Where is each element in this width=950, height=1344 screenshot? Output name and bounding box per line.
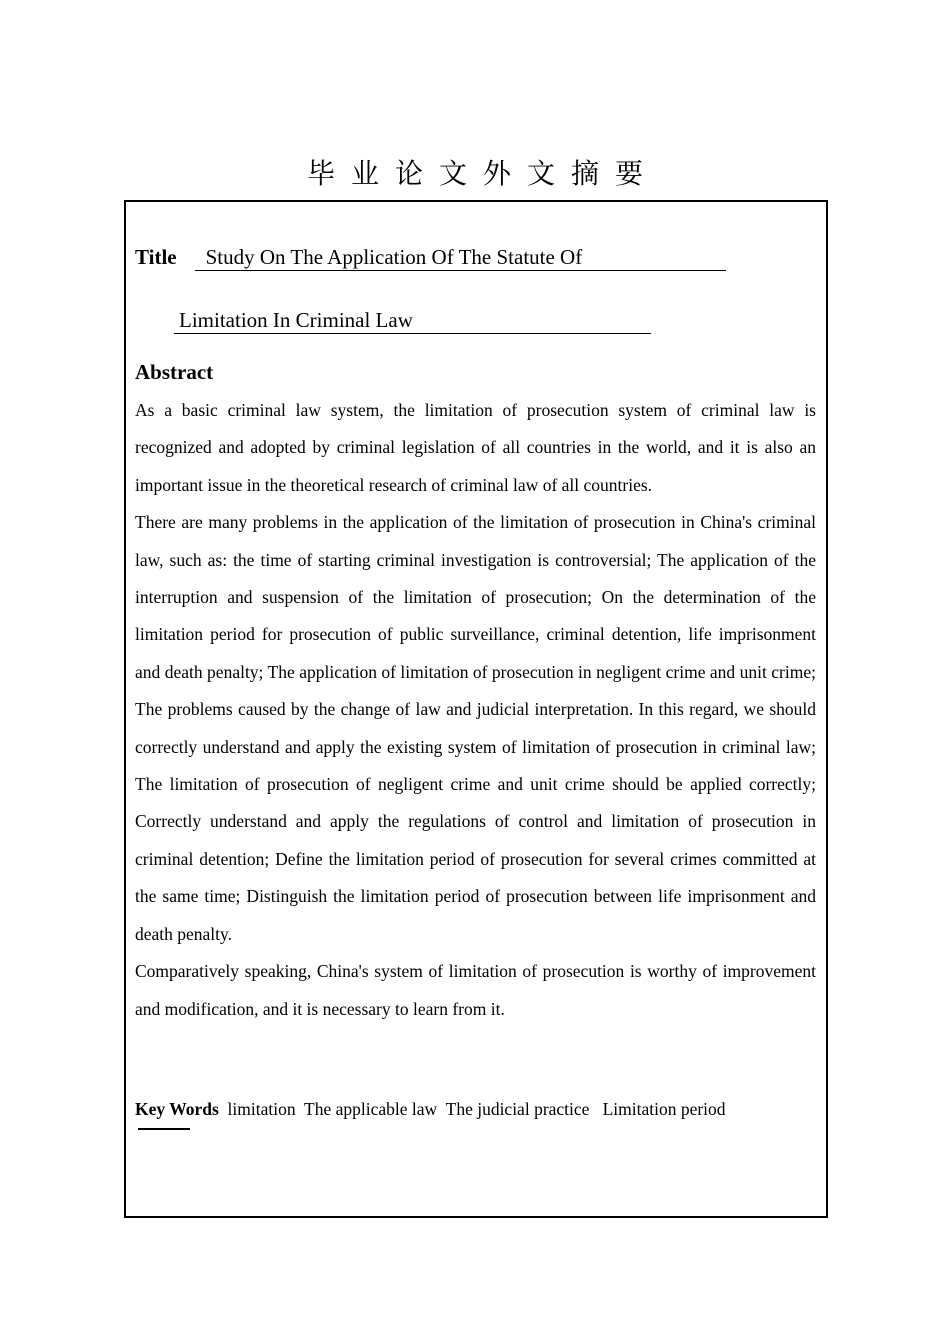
keyword-item: limitation <box>227 1099 296 1119</box>
keyword-item: Limitation period <box>598 1099 726 1119</box>
abstract-paragraph-1: As a basic criminal law system, the limitation of prosecution system of criminal law is recognized and adopted by criminal legislation of all countries in the world, and it is also an important issue in the theoretical research of criminal law of all countries. <box>135 400 816 495</box>
keyword-item: The applicable law <box>304 1099 438 1119</box>
keyword-item: The judicial practice <box>445 1099 590 1119</box>
keywords-label: Key Words <box>135 1099 219 1119</box>
thesis-title-line-1: Study On The Application Of The Statute Of <box>195 244 726 271</box>
abstract-body <box>135 392 816 1028</box>
keywords-underline-divider <box>138 1128 190 1130</box>
thesis-title-line-2: Limitation In Criminal Law <box>174 307 651 334</box>
title-label: Title <box>135 245 177 269</box>
title-row <box>135 242 726 272</box>
abstract-paragraph-2: There are many problems in the application of the limitation of prosecution in China's criminal law, such as: the time of starting criminal investigation is controversial; The application of the interruption and suspension of the limitation of prosecution; On the determination of the limitation period for prosecution of public surveillance, criminal detention, life imprisonment and death penalty; The application of limitation of prosecution in negligent crime and unit crime; The problems caused by the change of law and judicial interpretation. In this regard, we should correctly understand and apply the existing system of limitation of prosecution in criminal law; The limitation of prosecution of negligent crime and unit crime should be applied correctly; Correctly understand and apply the regulations of control and limitation of prosecution in criminal detention; Define the limitation period of prosecution for several crimes committed at the same time; Distinguish the limitation period of prosecution between life imprisonment and death penalty. <box>135 512 816 944</box>
title-row-continued <box>174 305 651 335</box>
keywords-row <box>135 1095 726 1123</box>
abstract-heading: Abstract <box>135 360 214 384</box>
page-title: 毕业论文外文摘要 <box>306 157 659 190</box>
abstract-paragraph-3: Comparatively speaking, China's system of limitation of prosecution is worthy of improvement and modification, and it is necessary to learn from it. <box>135 961 816 1019</box>
abstract-form-box <box>124 200 828 1218</box>
